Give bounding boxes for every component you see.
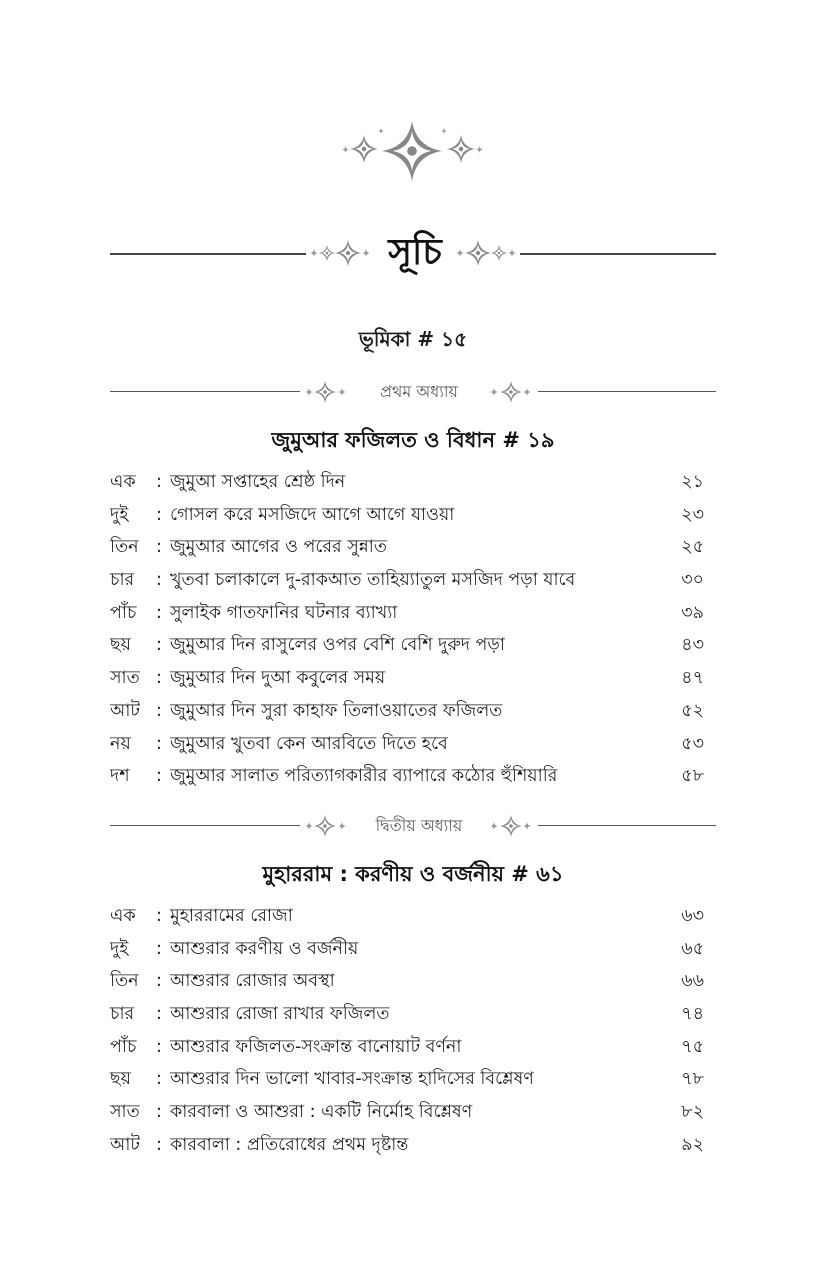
entry-number: এক [110,472,136,492]
entry-number: নয় [110,733,131,754]
toc-entry[interactable] [110,662,716,695]
chapter-divider-2 [110,812,716,840]
entry-page: ৪৩ [681,635,704,656]
chapter-title[interactable]: জুমুআর ফজিলত ও বিধান # ১৯ [271,428,555,452]
toc-entry[interactable] [110,1063,716,1096]
entry-title: আশুরার রোজা রাখার ফজিলত [170,1004,390,1025]
entry-separator: : [156,906,162,926]
entry-separator: : [156,635,162,656]
entry-page: ৫২ [681,700,704,721]
entry-title: জুমুআর দিন রাসুলের ওপর বেশি বেশি দুরুদ পড়া [170,635,506,656]
entry-title: কারবালা : প্রতিরোধের প্রথম দৃষ্টান্ত [170,1134,409,1155]
entry-separator: : [156,1134,162,1155]
toc-list-chapter-1 [110,466,716,793]
entry-number: চার [110,570,135,591]
entry-page: ৫৮ [681,766,704,787]
toc-entry[interactable] [110,965,716,998]
toc-entry[interactable] [110,1031,716,1064]
title-ornament-left-icon [310,239,372,267]
entry-title: জুমুআর দিন সুরা কাহাফ তিলাওয়াতের ফজিলত [170,700,503,721]
entry-separator: : [156,504,162,525]
entry-title: সুলাইক গাতফানির ঘটনার ব্যাখ্যা [170,602,398,623]
toc-entry[interactable] [110,531,716,564]
entry-number: দশ [110,766,130,787]
entry-separator: : [156,1036,162,1057]
entry-number: সাত [110,1102,140,1123]
entry-page: ৬৬ [681,971,704,992]
chapter-divider-1 [110,378,716,406]
toc-entry[interactable] [110,597,716,630]
entry-number: আট [110,700,140,721]
chapter-label: দ্বিতীয় অধ্যায় [375,816,463,835]
toc-entry[interactable] [110,933,716,966]
entry-number: ছয় [110,635,131,656]
divider-rule-right [538,825,716,826]
page-title: সূচি [388,232,442,273]
entry-page: ৬৫ [681,938,704,959]
entry-title: আশুরার দিন ভালো খাবার-সংক্রান্ত হাদিসের বিশ্লেষণ [170,1069,534,1090]
divider-rule-left [110,825,300,826]
entry-number: পাঁচ [110,602,137,623]
entry-page: ২৩ [681,504,704,525]
divider-ornament-right-icon [488,814,532,838]
entry-separator: : [156,472,162,492]
entry-title: কারবালা ও আশুরা : একটি নির্মোহ বিশ্লেষণ [170,1102,473,1123]
entry-title: আশুরার করণীয় ও বর্জনীয় [170,938,359,959]
entry-separator: : [156,602,162,623]
entry-page: ৭৪ [681,1004,704,1025]
toc-entry[interactable] [110,900,716,933]
toc-entry[interactable] [110,1096,716,1129]
entry-title: জুমুআর আগের ও পরের সুন্নাত [170,537,388,558]
entry-number: ছয় [110,1069,131,1090]
toc-entry[interactable] [110,629,716,662]
entry-page: ৬৩ [681,906,704,926]
entry-page: ৯২ [681,1134,704,1155]
divider-ornament-left-icon [305,380,349,404]
entry-separator: : [156,1004,162,1025]
entry-title: গোসল করে মসজিদে আগে আগে যাওয়া [170,504,455,525]
entry-title: খুতবা চলাকালে দু-রাকআত তাহিয়্যাতুল মসজিদ পড়া যাবে [170,570,576,591]
entry-title: জুমুআর সালাত পরিত্যাগকারীর ব্যাপারে কঠোর হুঁশিয়ারি [170,766,558,787]
toc-entry[interactable] [110,760,716,793]
intro-entry[interactable]: ভূমিকা # ১৫ [358,327,468,351]
entry-page: ৫৩ [681,733,704,754]
entry-separator: : [156,766,162,787]
divider-rule-left [110,391,300,392]
divider-ornament-left-icon [305,814,349,838]
entry-separator: : [156,938,162,959]
entry-title: মুহাররামের রোজা [170,906,293,926]
entry-page: ২৫ [681,537,704,558]
toc-list-chapter-2 [110,900,716,1162]
entry-number: পাঁচ [110,1036,137,1057]
entry-page: ৩৯ [681,602,704,623]
entry-separator: : [156,570,162,591]
toc-entry[interactable] [110,998,716,1031]
entry-title: জুমুআর খুতবা কেন আরবিতে দিতে হবে [170,733,448,754]
entry-number: দুই [110,938,129,959]
entry-title: জুমুআ সপ্তাহের শ্রেষ্ঠ দিন [170,472,346,492]
divider-rule-right [538,391,716,392]
entry-page: ২১ [681,472,704,492]
divider-ornament-right-icon [488,380,532,404]
chapter-label: প্রথম অধ্যায় [380,382,458,401]
toc-entry[interactable] [110,728,716,761]
title-rule-right [520,253,716,255]
entry-separator: : [156,971,162,992]
entry-separator: : [156,668,162,689]
chapter-title[interactable]: মুহাররাম : করণীয় ও বর্জনীয় # ৬১ [262,862,564,886]
entry-separator: : [156,1102,162,1123]
entry-number: দুই [110,504,129,525]
entry-page: ৭৮ [681,1069,704,1090]
entry-number: এক [110,906,136,926]
entry-title: আশুরার ফজিলত-সংক্রান্ত বানোয়াট বর্ণনা [170,1036,462,1057]
entry-page: ৭৫ [681,1036,704,1057]
toc-entry[interactable] [110,466,716,499]
entry-separator: : [156,700,162,721]
entry-number: সাত [110,668,140,689]
title-ornament-right-icon [454,239,516,267]
entry-separator: : [156,733,162,754]
toc-entry[interactable] [110,695,716,728]
decorative-star-ornament-icon [340,112,485,190]
toc-entry[interactable] [110,1129,716,1162]
title-rule-left [110,253,306,255]
entry-page: ৪৭ [681,668,704,689]
entry-number: তিন [110,971,139,992]
toc-entry[interactable] [110,564,716,597]
entry-page: ৮২ [681,1102,704,1123]
entry-title: জুমুআর দিন দুআ কবুলের সময় [170,668,386,689]
entry-number: চার [110,1004,135,1025]
entry-number: আট [110,1134,140,1155]
title-row [110,222,716,286]
entry-number: তিন [110,537,139,558]
toc-entry[interactable] [110,499,716,532]
entry-page: ৩০ [681,570,704,591]
entry-separator: : [156,537,162,558]
entry-separator: : [156,1069,162,1090]
entry-title: আশুরার রোজার অবস্থা [170,971,335,992]
